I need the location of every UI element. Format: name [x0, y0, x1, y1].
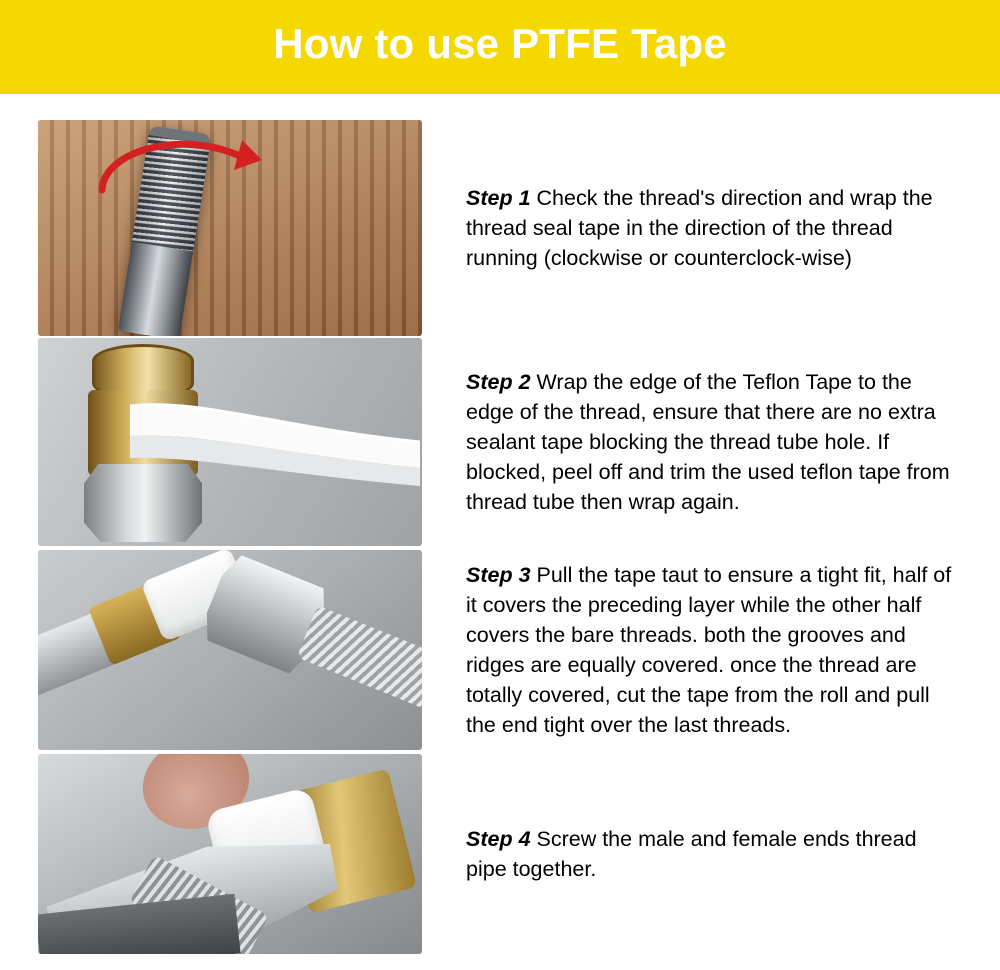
step-3-text: [422, 550, 962, 750]
step-4-photo: [38, 754, 422, 954]
page-title: How to use PTFE Tape: [273, 20, 727, 67]
step-2-label: Step 2: [466, 370, 531, 394]
step-1-photo: [38, 120, 422, 336]
step-1-label: Step 1: [466, 186, 531, 210]
ptfe-tape-strip: [130, 390, 420, 510]
step-3-photo: [38, 550, 422, 750]
step-3-body: Pull the tape taut to ensure a tight fit, half of it covers the preceding layer while the other half covers the bare threads. both the grooves and ridges are equally covered. once the thread are totally covered, cut the tape from the roll and pull the end tight over the last threads.: [466, 563, 952, 737]
step-3-label: Step 3: [466, 563, 531, 587]
step-2-body: Wrap the edge of the Teflon Tape to the edge of the thread, ensure that there are no extra sealant tape blocking the thread tube hole. If blocked, peel off and trim the used teflon tape from thread tube then wrap again.: [466, 370, 950, 514]
step-4-label: Step 4: [466, 827, 531, 851]
step-4-text: [422, 754, 962, 954]
step-4-body: Screw the male and female ends thread pipe together.: [466, 827, 917, 881]
step-row: [38, 120, 962, 336]
steps-container: [0, 94, 1000, 970]
step-2-text: [422, 338, 962, 546]
step-1-body: Check the thread's direction and wrap the thread seal tape in the direction of the thread running (clockwise or counterclock-wise): [466, 186, 933, 270]
rotation-arrow-icon: [90, 134, 288, 230]
header-banner: [0, 0, 1000, 94]
step-row: [38, 338, 962, 546]
step-2-photo: [38, 338, 422, 546]
step-1-text: [422, 120, 962, 336]
step-row: [38, 550, 962, 750]
step-row: [38, 754, 962, 954]
braided-hose: [297, 605, 422, 713]
